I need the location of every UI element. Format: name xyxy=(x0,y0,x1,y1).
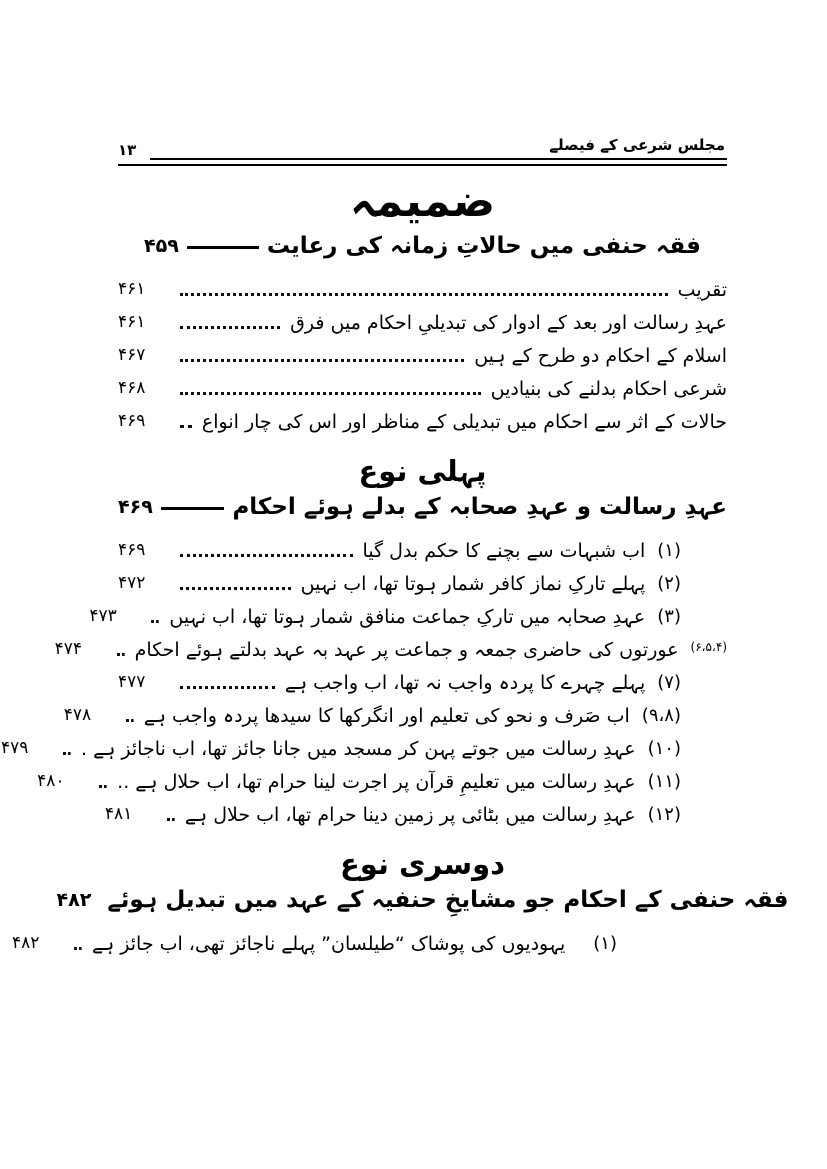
section-1-title-text: عہدِ رسالت و عہدِ صحابہ کے بدلے ہوئے احکام xyxy=(232,494,727,520)
entry-label: (۱) xyxy=(593,933,617,954)
dot-leader xyxy=(180,326,280,329)
leader-dash xyxy=(187,244,259,249)
page-title: ضمیمہ xyxy=(349,176,496,227)
entry-text: حالات کے اثر سے احکام میں تبدیلی کے مناظر اور اس کی چار انواع xyxy=(201,411,727,433)
entry-label: (۱۰) xyxy=(647,738,681,759)
section-0-title-text: فقہ حنفی میں حالاتِ زمانہ کی رعایت xyxy=(266,233,701,259)
entry-text: عہدِ رسالت میں تعلیمِ قرآن پر اجرت لینا حرام تھا، اب حلال ہے .. xyxy=(117,771,636,793)
entry-page-number: ۴۷۴ xyxy=(54,639,83,659)
entry-text: پہلے چہرے کا پردہ واجب نہ تھا، اب واجب ہے xyxy=(284,672,646,694)
entry-label: (۶،۵،۴) xyxy=(690,640,727,654)
entry-page-number: ۴۷۸ xyxy=(63,705,92,725)
header-page-number: ۱۳ xyxy=(118,141,137,159)
dot-leader xyxy=(180,392,481,395)
toc-entry xyxy=(118,269,727,302)
entry-page-number: ۴۸۱ xyxy=(104,804,133,824)
dot-leader xyxy=(180,425,192,428)
entry-page-number: ۴۷۳ xyxy=(89,606,117,626)
entry-page-number: ۴۸۲ xyxy=(11,933,40,953)
dot-leader xyxy=(180,293,668,296)
section-2-title xyxy=(56,887,789,913)
toc-entry xyxy=(118,368,727,401)
entry-text: تقریب xyxy=(677,279,727,301)
entry-label: (۱۲) xyxy=(647,804,681,825)
dot-leader xyxy=(74,947,82,950)
entry-label: (۱) xyxy=(657,540,681,561)
toc-entry xyxy=(118,335,727,368)
dot-leader xyxy=(151,620,159,623)
toc-entry xyxy=(118,302,727,335)
dot-leader xyxy=(180,359,464,362)
entry-page-number: ۴۷۷ xyxy=(118,672,146,692)
entry-label: (۱۱) xyxy=(647,771,681,792)
book-title: مجلس شرعی کے فیصلے xyxy=(543,136,727,160)
toc-entry xyxy=(37,761,727,794)
entry-text: عہدِ رسالت اور بعد کے ادوار کی تبدیلیِ احکام میں فرق xyxy=(290,312,727,334)
toc-entry xyxy=(104,794,727,827)
entry-page-number: ۴۸۰ xyxy=(37,771,65,791)
section-1-heading: پہلی نوع xyxy=(358,454,487,488)
dot-leader xyxy=(63,752,71,755)
section-1-title xyxy=(118,494,727,520)
entry-page-number: ۴۶۹ xyxy=(118,411,146,431)
toc-entry xyxy=(1,728,727,761)
dot-leader xyxy=(180,587,291,590)
entry-text: عورتوں کی حاضری جمعہ و جماعت پر عہد بہ عہد بدلتے ہوئے احکام xyxy=(134,639,679,661)
entry-text: اب صَرف و نحو کی تعلیم اور انگرکھا کا سیدھا پردہ واجب ہے xyxy=(143,705,630,727)
toc-section-1 xyxy=(1,530,727,827)
header-rule xyxy=(150,157,543,160)
section-0-page-number: ۴۵۹ xyxy=(144,235,179,257)
header-divider xyxy=(118,164,727,166)
toc-entry xyxy=(11,923,727,956)
dot-leader xyxy=(180,686,275,689)
entry-label: (۷) xyxy=(657,672,681,693)
dot-leader xyxy=(99,785,107,788)
dot-leader xyxy=(117,653,125,656)
section-2-page-number: ۴۸۲ xyxy=(56,889,92,911)
entry-page-number: ۴۶۹ xyxy=(118,540,146,560)
entry-text: عہدِ رسالت میں بٹائی پر زمین دینا حرام تھا، اب حلال ہے xyxy=(184,804,636,826)
section-1-page-number: ۴۶۹ xyxy=(118,496,153,518)
entry-text: پہلے تارکِ نماز کافر شمار ہوتا تھا، اب نہیں xyxy=(300,573,646,595)
entry-page-number: ۴۶۷ xyxy=(118,345,146,365)
dot-leader xyxy=(180,554,353,557)
section-0-title xyxy=(118,233,727,259)
toc-section-2 xyxy=(11,923,727,956)
entry-label: (۳) xyxy=(657,606,681,627)
entry-label: (۹،۸) xyxy=(641,705,681,726)
entry-page-number: ۴۶۱ xyxy=(118,312,146,332)
toc-entry xyxy=(118,563,727,596)
entry-page-number: ۴۷۹ xyxy=(1,738,29,758)
page-header xyxy=(118,136,727,166)
entry-page-number: ۴۶۸ xyxy=(118,378,146,398)
entry-text: عہدِ صحابہ میں تارکِ جماعت منافق شمار ہوتا تھا، اب نہیں xyxy=(169,606,646,628)
toc-entry xyxy=(63,695,727,728)
leader-dash xyxy=(161,505,225,510)
section-2-heading: دوسری نوع xyxy=(339,847,506,881)
toc-section-0 xyxy=(118,269,727,434)
toc-entry xyxy=(118,662,727,695)
entry-text: اب شبہات سے بچنے کا حکم بدل گیا xyxy=(362,540,646,562)
toc-entry xyxy=(89,596,727,629)
entry-text: عہدِ رسالت میں جوتے پہن کر مسجد میں جانا جائز تھا، اب ناجائز ہے . xyxy=(81,738,636,760)
dot-leader xyxy=(126,719,134,722)
dot-leader xyxy=(167,818,175,821)
section-2-title-text: فقہ حنفی کے احکام جو مشایخِ حنفیہ کے عہد میں تبدیل ہوئے xyxy=(107,887,789,913)
toc-entry xyxy=(118,401,727,434)
entry-label: (۲) xyxy=(657,573,681,594)
entry-text: اسلام کے احکام دو طرح کے ہیں xyxy=(474,345,727,367)
toc-entry xyxy=(118,530,727,563)
entry-page-number: ۴۷۲ xyxy=(118,573,146,593)
entry-text: یہودیوں کی پوشاک “طیلسان” پہلے ناجائز تھی، اب جائز ہے xyxy=(91,933,566,955)
toc-entry xyxy=(54,629,727,662)
entry-page-number: ۴۶۱ xyxy=(118,279,146,299)
entry-text: شرعی احکام بدلنے کی بنیادیں xyxy=(490,378,727,400)
